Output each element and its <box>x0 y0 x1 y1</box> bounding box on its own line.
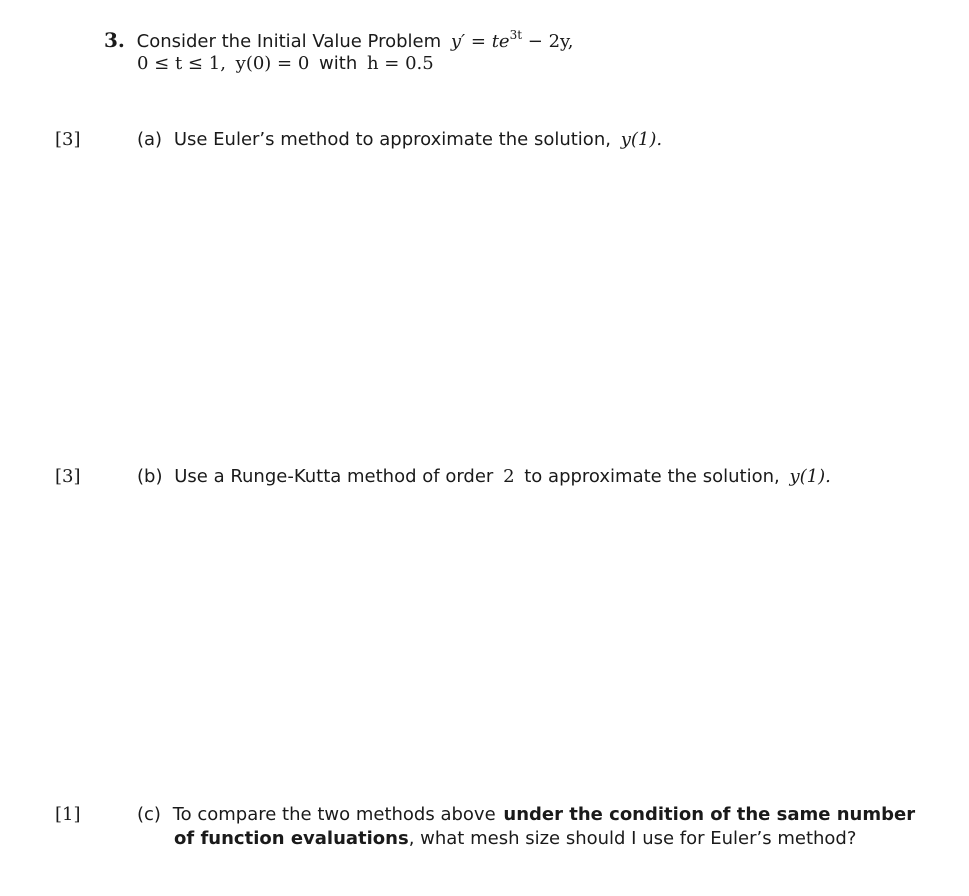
part-b <box>137 466 831 487</box>
question-number: 3. <box>104 28 125 52</box>
question-header <box>104 28 574 52</box>
part-c-bold-1: under the condition of the same number <box>503 804 916 825</box>
marks-part-c: [1] <box>55 804 81 825</box>
initial-condition: y(0) = 0 <box>235 53 310 74</box>
part-c-text: To compare the two methods above <box>172 804 496 825</box>
part-b-label: (b) <box>137 466 163 487</box>
part-a <box>137 129 662 150</box>
part-b-text-before: Use a Runge-Kutta method of order <box>174 466 494 487</box>
part-b-text-after: to approximate the solution, <box>524 466 780 487</box>
part-a-text: Use Euler’s method to approximate the solution, <box>173 129 611 150</box>
part-c-label: (c) <box>137 804 161 825</box>
with-text: with <box>319 53 358 74</box>
part-c-line1 <box>137 804 915 825</box>
marks-part-b: [3] <box>55 466 81 487</box>
question-intro: Consider the Initial Value Problem <box>136 31 442 52</box>
marks-part-a: [3] <box>55 129 81 150</box>
part-a-label: (a) <box>137 129 163 150</box>
part-b-order: 2 <box>503 466 515 487</box>
step-size: h = 0.5 <box>366 53 434 74</box>
question-conditions <box>137 53 434 74</box>
part-c-line2 <box>174 828 856 849</box>
part-a-math: y(1). <box>620 129 663 150</box>
part-c-bold-2: of function evaluations <box>174 828 409 849</box>
ode-equation: $y' = te^{3t} - 2y$, <box>450 28 574 52</box>
part-c-text-after: , what mesh size should I use for Euler’s method? <box>408 828 857 849</box>
domain-condition: 0 ≤ t ≤ 1, <box>137 53 226 74</box>
part-b-math: y(1). <box>789 466 831 487</box>
